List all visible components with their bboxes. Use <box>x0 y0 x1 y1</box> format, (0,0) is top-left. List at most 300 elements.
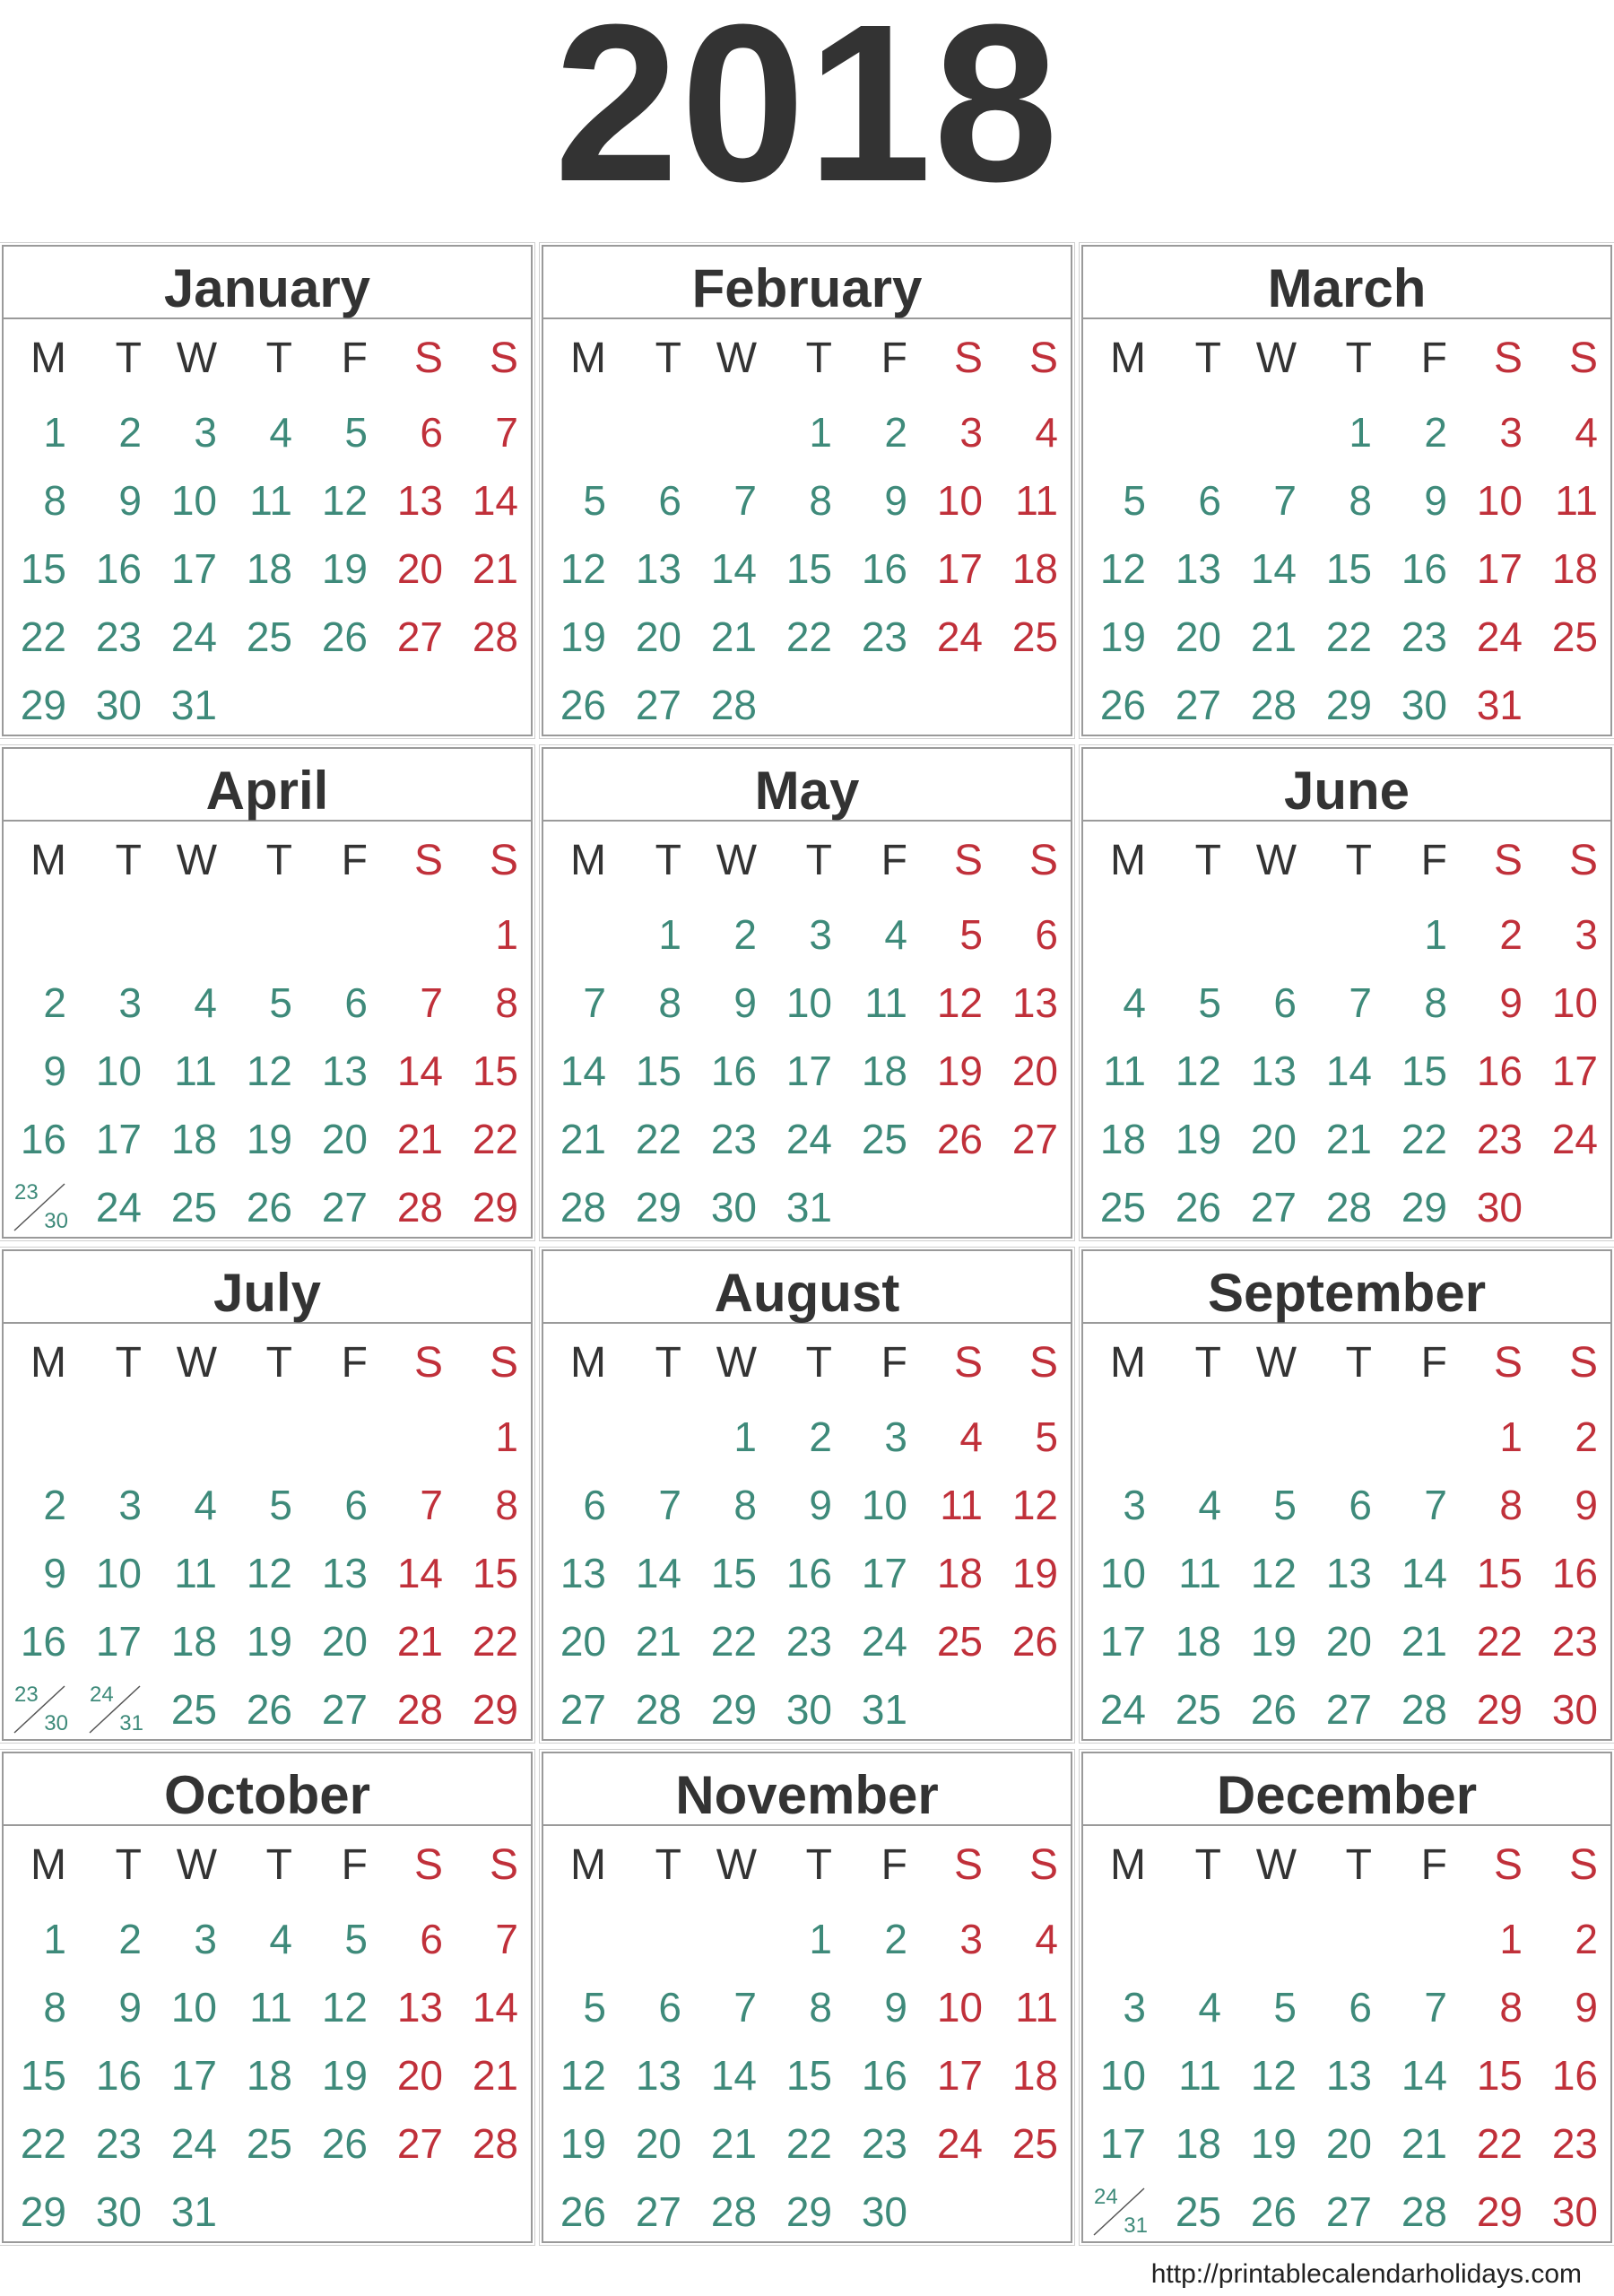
day-cell: 20 <box>635 613 681 660</box>
day-cell: 21 <box>710 613 757 660</box>
weekday-label: S <box>1568 1339 1598 1387</box>
day-cell: 11 <box>940 1482 983 1528</box>
weekday-label: F <box>1420 837 1447 884</box>
month-name: May <box>543 749 1071 822</box>
day-cell: 19 <box>1099 613 1146 660</box>
day-cell: 20 <box>1175 613 1221 660</box>
empty-cell <box>1083 900 1158 969</box>
day-cell: 22 <box>635 1116 681 1162</box>
day-cell: 15 <box>635 1048 681 1094</box>
day-cell: 30 <box>1551 2188 1598 2235</box>
day-cell: 28 <box>472 2120 518 2167</box>
day-cell: 3 <box>959 1916 983 1962</box>
day-cell: 27 <box>560 1686 606 1733</box>
day-cell: 19 <box>1175 1116 1221 1162</box>
split-day-second: 30 <box>44 1711 68 1735</box>
weekday-label: T <box>265 1339 292 1387</box>
day-cell: 17 <box>95 1618 142 1665</box>
day-cell: 29 <box>1325 682 1372 728</box>
day-cell: 30 <box>1551 1686 1598 1733</box>
weekday-label: M <box>570 335 606 382</box>
day-cell: 25 <box>170 1184 217 1231</box>
month-name: February <box>543 247 1071 319</box>
day-cell: 7 <box>733 1984 757 2031</box>
day-cell: 8 <box>43 477 66 524</box>
split-day-cell <box>11 1683 68 1736</box>
day-cell: 21 <box>635 1618 681 1665</box>
weekday-header <box>543 1324 1071 1403</box>
day-cell: 24 <box>1099 1686 1146 1733</box>
day-cell: 10 <box>861 1482 907 1528</box>
day-cell: 26 <box>560 2188 606 2235</box>
day-cell: 8 <box>1499 1984 1523 2031</box>
month-november <box>542 1752 1072 2243</box>
day-cell: 12 <box>321 1984 368 2031</box>
day-cell: 24 <box>170 613 217 660</box>
empty-cell <box>995 671 1071 739</box>
empty-cell <box>1158 1905 1234 1973</box>
day-cell: 26 <box>936 1116 983 1162</box>
day-cell: 15 <box>20 2052 66 2099</box>
weekday-label: T <box>1194 1339 1221 1387</box>
day-cell: 8 <box>1499 1482 1523 1528</box>
day-cell: 6 <box>1349 1482 1372 1528</box>
empty-cell <box>1158 1403 1234 1471</box>
day-cell: 20 <box>560 1618 606 1665</box>
day-cell: 23 <box>861 613 907 660</box>
month-february <box>542 245 1072 736</box>
day-cell: 14 <box>1401 1550 1447 1596</box>
day-cell: 3 <box>959 409 983 456</box>
weekday-label: M <box>1110 335 1146 382</box>
empty-cell <box>619 398 694 466</box>
day-cell: 13 <box>635 545 681 592</box>
day-cell: 12 <box>246 1048 292 1094</box>
weekday-label: S <box>1028 837 1058 884</box>
weekday-label: T <box>805 1841 832 1889</box>
day-cell: 16 <box>95 545 142 592</box>
day-cell: 21 <box>472 2052 518 2099</box>
day-cell: 6 <box>658 1984 681 2031</box>
day-cell: 16 <box>861 2052 907 2099</box>
weekday-label: S <box>1568 837 1598 884</box>
day-cell: 2 <box>809 1413 832 1460</box>
day-cell: 18 <box>861 1048 907 1094</box>
day-cell: 4 <box>269 1916 292 1962</box>
day-cell: 4 <box>1198 1482 1221 1528</box>
day-cell: 26 <box>1011 1618 1058 1665</box>
day-cell: 30 <box>1401 682 1447 728</box>
day-cell: 3 <box>1123 1482 1146 1528</box>
day-cell: 26 <box>1250 2188 1297 2235</box>
day-grid <box>4 1403 531 1744</box>
empty-cell <box>230 1403 305 1471</box>
day-cell: 18 <box>170 1618 217 1665</box>
day-cell: 25 <box>170 1686 217 1733</box>
day-cell: 20 <box>635 2120 681 2167</box>
day-cell: 11 <box>1015 477 1058 524</box>
day-cell: 8 <box>495 979 518 1026</box>
day-cell: 28 <box>1401 2188 1447 2235</box>
empty-cell <box>1234 900 1309 969</box>
day-cell: 29 <box>1401 1184 1447 1231</box>
day-cell: 5 <box>1123 477 1146 524</box>
empty-cell <box>619 1905 694 1973</box>
day-cell: 20 <box>321 1618 368 1665</box>
day-cell: 21 <box>1401 1618 1447 1665</box>
empty-cell <box>543 900 619 969</box>
month-august <box>542 1249 1072 1741</box>
day-cell: 14 <box>396 1048 443 1094</box>
day-cell: 7 <box>733 477 757 524</box>
footer-url[interactable]: http://printablecalendarholidays.com <box>1150 2259 1582 2289</box>
day-cell: 9 <box>43 1048 66 1094</box>
day-cell: 11 <box>1178 1550 1221 1596</box>
empty-cell <box>305 671 380 739</box>
split-day-first: 23 <box>14 1180 39 1205</box>
calendar-grid <box>2 245 1612 2238</box>
weekday-header <box>543 319 1071 398</box>
day-cell: 11 <box>249 1984 292 2031</box>
weekday-label: W <box>716 837 757 884</box>
weekday-label: S <box>413 837 443 884</box>
day-cell: 13 <box>321 1550 368 1596</box>
day-cell: 4 <box>1123 979 1146 1026</box>
day-cell: 19 <box>1250 2120 1297 2167</box>
day-cell: 9 <box>43 1550 66 1596</box>
day-cell: 18 <box>1175 1618 1221 1665</box>
day-cell: 27 <box>396 613 443 660</box>
day-cell: 10 <box>95 1550 142 1596</box>
day-cell: 2 <box>1499 911 1523 958</box>
day-cell: 4 <box>1035 1916 1058 1962</box>
day-cell: 10 <box>1099 2052 1146 2099</box>
day-cell: 29 <box>20 2188 66 2235</box>
day-cell <box>4 1173 79 1241</box>
day-cell: 16 <box>20 1116 66 1162</box>
day-cell: 21 <box>396 1116 443 1162</box>
day-cell: 25 <box>1011 613 1058 660</box>
empty-cell <box>1309 900 1384 969</box>
day-cell: 22 <box>1325 613 1372 660</box>
day-cell: 2 <box>884 409 907 456</box>
weekday-label: W <box>176 335 217 382</box>
day-cell: 20 <box>396 2052 443 2099</box>
empty-cell <box>4 900 79 969</box>
weekday-label: T <box>265 837 292 884</box>
weekday-label: M <box>570 1841 606 1889</box>
day-cell: 30 <box>785 1686 832 1733</box>
day-cell: 19 <box>560 613 606 660</box>
empty-cell <box>1309 1403 1384 1471</box>
day-cell: 27 <box>635 2188 681 2235</box>
weekday-label: S <box>1493 1841 1523 1889</box>
day-cell: 12 <box>1250 1550 1297 1596</box>
weekday-label: T <box>1194 335 1221 382</box>
day-cell: 18 <box>1175 2120 1221 2167</box>
empty-cell <box>543 1905 619 1973</box>
day-grid <box>543 1905 1071 2246</box>
day-cell: 16 <box>1551 2052 1598 2099</box>
month-july <box>2 1249 533 1741</box>
day-cell: 14 <box>635 1550 681 1596</box>
weekday-label: F <box>341 1339 368 1387</box>
weekday-label: S <box>489 1841 518 1889</box>
day-cell: 14 <box>472 1984 518 2031</box>
day-grid <box>543 900 1071 1241</box>
day-cell: 6 <box>1198 477 1221 524</box>
weekday-label: T <box>655 837 681 884</box>
day-cell: 1 <box>1424 911 1447 958</box>
month-october <box>2 1752 533 2243</box>
weekday-header <box>543 822 1071 900</box>
day-cell: 27 <box>1011 1116 1058 1162</box>
day-cell: 28 <box>396 1686 443 1733</box>
day-cell: 31 <box>785 1184 832 1231</box>
empty-cell <box>543 398 619 466</box>
day-cell: 17 <box>1099 2120 1146 2167</box>
month-march <box>1081 245 1612 736</box>
day-cell: 1 <box>809 1916 832 1962</box>
empty-cell <box>230 2178 305 2246</box>
weekday-label: T <box>655 1339 681 1387</box>
empty-cell <box>920 1173 995 1241</box>
day-cell: 25 <box>1011 2120 1058 2167</box>
weekday-label: M <box>570 1339 606 1387</box>
day-cell: 6 <box>583 1482 606 1528</box>
day-cell <box>4 1675 79 1744</box>
day-cell: 1 <box>43 409 66 456</box>
day-cell: 22 <box>1476 1618 1523 1665</box>
weekday-label: F <box>881 1841 907 1889</box>
day-cell: 24 <box>785 1116 832 1162</box>
day-cell: 8 <box>658 979 681 1026</box>
weekday-label: S <box>1493 1339 1523 1387</box>
day-cell: 15 <box>472 1550 518 1596</box>
day-cell: 29 <box>472 1184 518 1231</box>
day-cell: 11 <box>864 979 907 1026</box>
empty-cell <box>380 1403 456 1471</box>
weekday-label: W <box>176 1339 217 1387</box>
day-cell: 29 <box>472 1686 518 1733</box>
day-cell: 8 <box>1349 477 1372 524</box>
weekday-label: S <box>1568 1841 1598 1889</box>
day-cell: 7 <box>495 409 518 456</box>
day-cell: 11 <box>1103 1048 1146 1094</box>
day-cell: 31 <box>1476 682 1523 728</box>
day-cell: 22 <box>1401 1116 1447 1162</box>
day-cell: 29 <box>785 2188 832 2235</box>
day-cell: 25 <box>1175 2188 1221 2235</box>
day-cell: 29 <box>635 1184 681 1231</box>
day-cell: 13 <box>1011 979 1058 1026</box>
day-cell: 6 <box>1349 1984 1372 2031</box>
day-cell: 22 <box>785 613 832 660</box>
weekday-label: S <box>489 335 518 382</box>
weekday-label: T <box>115 1841 142 1889</box>
day-cell: 24 <box>1551 1116 1598 1162</box>
day-cell: 21 <box>710 2120 757 2167</box>
day-cell: 10 <box>936 1984 983 2031</box>
empty-cell <box>1083 398 1158 466</box>
day-cell: 28 <box>635 1686 681 1733</box>
day-grid <box>4 1905 531 2246</box>
day-cell <box>1083 2178 1158 2246</box>
empty-cell <box>543 1403 619 1471</box>
day-cell: 16 <box>861 545 907 592</box>
day-cell: 16 <box>1401 545 1447 592</box>
day-cell: 30 <box>1476 1184 1523 1231</box>
day-cell: 26 <box>321 2120 368 2167</box>
day-cell: 6 <box>344 979 368 1026</box>
empty-cell <box>845 671 920 739</box>
empty-cell <box>619 1403 694 1471</box>
month-name: March <box>1083 247 1610 319</box>
weekday-label: F <box>881 1339 907 1387</box>
weekday-header <box>4 319 531 398</box>
empty-cell <box>154 1403 230 1471</box>
day-cell: 8 <box>809 477 832 524</box>
day-cell: 18 <box>1011 2052 1058 2099</box>
day-grid <box>543 398 1071 739</box>
empty-cell <box>154 900 230 969</box>
month-january <box>2 245 533 736</box>
day-cell: 12 <box>560 545 606 592</box>
day-cell: 7 <box>420 979 443 1026</box>
month-april <box>2 747 533 1239</box>
day-cell: 6 <box>420 1916 443 1962</box>
day-cell: 29 <box>710 1686 757 1733</box>
empty-cell <box>920 671 995 739</box>
day-cell: 19 <box>936 1048 983 1094</box>
day-cell: 16 <box>95 2052 142 2099</box>
day-cell: 31 <box>861 1686 907 1733</box>
day-cell: 6 <box>420 409 443 456</box>
day-cell: 26 <box>560 682 606 728</box>
day-cell: 24 <box>170 2120 217 2167</box>
day-cell: 19 <box>321 2052 368 2099</box>
day-cell: 7 <box>1424 1984 1447 2031</box>
weekday-label: T <box>115 335 142 382</box>
empty-cell <box>1234 1403 1309 1471</box>
day-cell: 20 <box>321 1116 368 1162</box>
day-cell: 26 <box>321 613 368 660</box>
split-day-second: 31 <box>1124 2213 1148 2238</box>
weekday-label: M <box>30 837 66 884</box>
day-cell: 15 <box>785 545 832 592</box>
empty-cell <box>920 1675 995 1744</box>
day-cell: 17 <box>1099 1618 1146 1665</box>
split-day-cell <box>11 1180 68 1234</box>
day-cell: 28 <box>1325 1184 1372 1231</box>
weekday-label: S <box>1493 837 1523 884</box>
day-cell: 11 <box>1178 2052 1221 2099</box>
day-grid <box>543 1403 1071 1744</box>
weekday-label: F <box>1420 1339 1447 1387</box>
day-cell: 19 <box>246 1116 292 1162</box>
weekday-label: F <box>341 837 368 884</box>
empty-cell <box>380 900 456 969</box>
day-cell: 6 <box>1035 911 1058 958</box>
day-cell: 12 <box>560 2052 606 2099</box>
weekday-header <box>543 1826 1071 1905</box>
day-cell: 21 <box>560 1116 606 1162</box>
month-december <box>1081 1752 1612 2243</box>
day-cell: 25 <box>1175 1686 1221 1733</box>
day-cell: 16 <box>1476 1048 1523 1094</box>
month-name: November <box>543 1753 1071 1826</box>
day-cell: 12 <box>936 979 983 1026</box>
day-cell: 5 <box>1035 1413 1058 1460</box>
day-cell <box>79 1675 154 1744</box>
weekday-label: F <box>881 335 907 382</box>
weekday-label: S <box>413 335 443 382</box>
day-cell: 5 <box>1273 1984 1297 2031</box>
day-cell: 13 <box>396 477 443 524</box>
day-cell: 19 <box>1011 1550 1058 1596</box>
day-cell: 29 <box>1476 2188 1523 2235</box>
day-cell: 25 <box>861 1116 907 1162</box>
empty-cell <box>456 671 531 739</box>
weekday-label: F <box>1420 1841 1447 1889</box>
empty-cell <box>1083 1403 1158 1471</box>
empty-cell <box>305 1403 380 1471</box>
day-cell: 10 <box>936 477 983 524</box>
day-cell: 17 <box>785 1048 832 1094</box>
day-cell: 14 <box>396 1550 443 1596</box>
day-cell: 11 <box>174 1550 217 1596</box>
day-cell: 10 <box>1099 1550 1146 1596</box>
day-cell: 21 <box>1250 613 1297 660</box>
day-cell: 23 <box>1476 1116 1523 1162</box>
day-cell: 16 <box>785 1550 832 1596</box>
day-cell: 10 <box>1551 979 1598 1026</box>
weekday-label: M <box>1110 837 1146 884</box>
month-name: December <box>1083 1753 1610 1826</box>
day-cell: 6 <box>344 1482 368 1528</box>
day-cell: 24 <box>1476 613 1523 660</box>
day-cell: 2 <box>118 1916 142 1962</box>
day-cell: 17 <box>170 2052 217 2099</box>
day-cell: 23 <box>95 613 142 660</box>
empty-cell <box>995 1173 1071 1241</box>
weekday-label: T <box>115 1339 142 1387</box>
day-cell: 27 <box>1250 1184 1297 1231</box>
day-cell: 25 <box>936 1618 983 1665</box>
day-cell: 28 <box>1250 682 1297 728</box>
day-cell: 5 <box>269 979 292 1026</box>
day-cell: 28 <box>472 613 518 660</box>
weekday-header <box>1083 319 1610 398</box>
day-cell: 11 <box>1015 1984 1058 2031</box>
split-day-second: 31 <box>119 1711 143 1735</box>
day-cell: 17 <box>170 545 217 592</box>
day-cell: 28 <box>710 2188 757 2235</box>
day-cell: 15 <box>1325 545 1372 592</box>
day-cell: 22 <box>1476 2120 1523 2167</box>
month-june <box>1081 747 1612 1239</box>
day-cell: 1 <box>733 1413 757 1460</box>
day-cell: 30 <box>95 682 142 728</box>
day-cell: 15 <box>472 1048 518 1094</box>
day-cell: 28 <box>560 1184 606 1231</box>
weekday-label: W <box>176 837 217 884</box>
weekday-label: T <box>115 837 142 884</box>
split-day-first: 24 <box>1094 2185 1118 2209</box>
day-cell: 23 <box>1551 1618 1598 1665</box>
day-cell: 8 <box>733 1482 757 1528</box>
month-name: June <box>1083 749 1610 822</box>
